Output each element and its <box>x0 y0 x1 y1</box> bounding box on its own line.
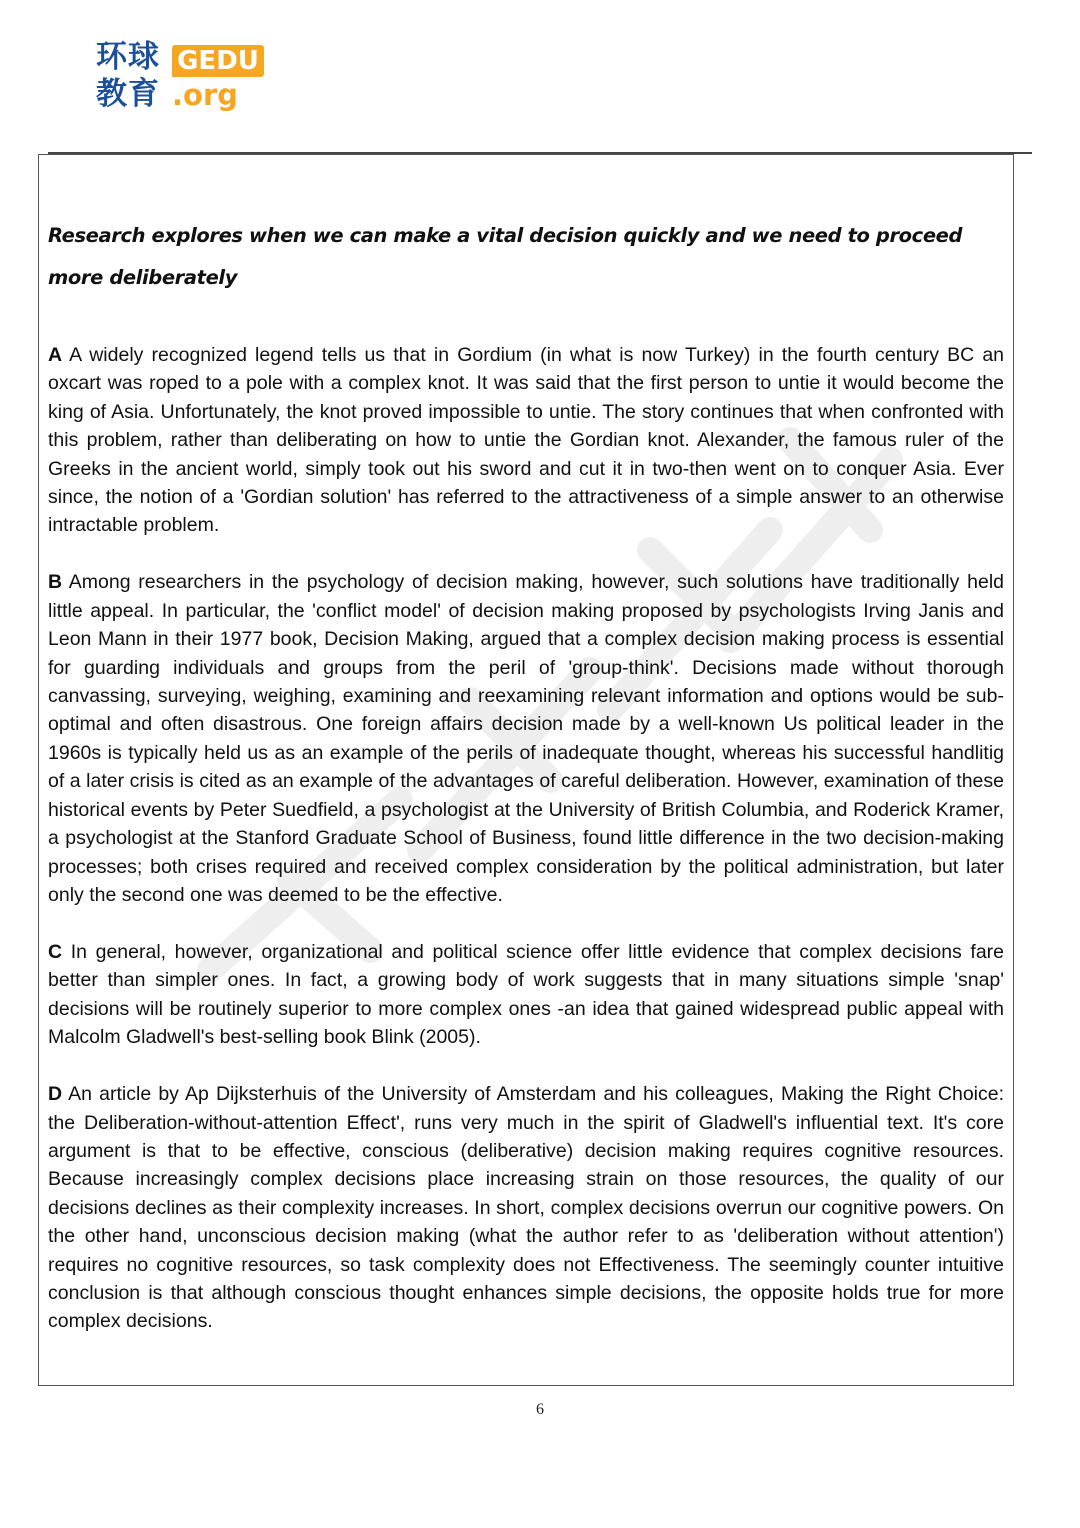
logo-chinese-line1: 环球 <box>96 39 160 75</box>
paragraph-text: In general, however, organizational and political science offer little evidence that complex decisions fare better than simpler ones. In fact, a growing body of work suggests that in many situations simple 'snap' decisions will be routinely superior to more complex ones -an idea that gained widespread public appeal with Malcolm Gladwell's best-selling book Blink (2005). <box>48 940 1005 1049</box>
paragraph-letter: C <box>48 940 63 963</box>
logo-org-suffix: .org <box>172 78 239 112</box>
paragraph-text: Among researchers in the psychology of decision making, however, such solutions have traditionally held little appeal. In particular, the 'conflict model' of decision making proposed by psychologists Irving Janis and Leon Mann in their 1977 book, Decision Making, argued that a complex decision making process is essential for guarding individuals and groups from the peril of 'group-think'. Decisions made without thorough canvassing, surveying, weighing, examining and reexamining relevant information and options would be sub-optimal and often disastrous. One foreign affairs decision made by a well-known Us political leader in the 1960s is typically held us as an example of the perils of inadequate thought, whereas his successful handlitig of a later crisis is cited as an example of the advantages of careful deliberation. However, examination of these historical events by Peter Suedfield, a psychologist at the University of British Columbia, and Roderick Kramer, a psychologist at the Stanford Graduate School of Business, found little difference in the two decision-making processes; both crises required and received complex consideration by the political administration, but later only the second one was deemed to be the effective. <box>48 571 1004 906</box>
article <box>48 215 1004 1336</box>
paragraph-b <box>48 568 1004 909</box>
paragraph-text: A widely recognized legend tells us that in Gordium (in what is now Turkey) in the fourth century BC an oxcart was roped to a pole with a complex knot. It was said that the first person to untie it would become the king of Asia. Unfortunately, the knot proved impossible to untie. The story continues that when confronted with this problem, rather than deliberating on how to untie the Gordian knot. Alexander, the famous ruler of the Greeks in the ancient world, simply took out his sword and cut it in two-then went on to conquer Asia. Ever since, the notion of a 'Gordian solution' has referred to the attractiveness of a simple answer to an otherwise intractable problem. <box>48 344 1005 537</box>
logo-gedu-badge: GEDU <box>172 45 264 77</box>
paragraph-a <box>48 341 1004 540</box>
paragraph-text: An article by Ap Dijksterhuis of the University of Amsterdam and his colleagues, Making the Right Choice: the Deliberation-without-attention Effect', runs very much in the spirit of Gladwell's influential text. It's core argument is that to be effective, conscious (deliberative) decision making requires cognitive resources. Because increasingly complex decisions place increasing strain on those resources, the quality of our decisions declines as their complexity increases. In short, complex decisions overrun our cognitive powers. On the other hand, unconscious decision making (what the author refer to as 'deliberation without attention') requires no cognitive resources, so task complexity does not Effectiveness. The seemingly counter intuitive conclusion is that although conscious thought enhances simple decisions, the opposite holds true for more complex decisions. <box>48 1083 1005 1333</box>
paragraph-letter: B <box>48 571 63 594</box>
paragraph-d <box>48 1080 1004 1336</box>
gedu-logo <box>96 40 268 116</box>
page-number: 6 <box>536 1401 544 1418</box>
paragraph-letter: D <box>48 1083 63 1106</box>
logo-chinese-line2: 教育 <box>96 76 160 112</box>
paragraph-letter: A <box>48 344 63 366</box>
article-title: Research explores when we can make a vital decision quickly and we need to proceed more deliberately <box>48 224 963 289</box>
paragraph-c <box>48 938 1004 1052</box>
